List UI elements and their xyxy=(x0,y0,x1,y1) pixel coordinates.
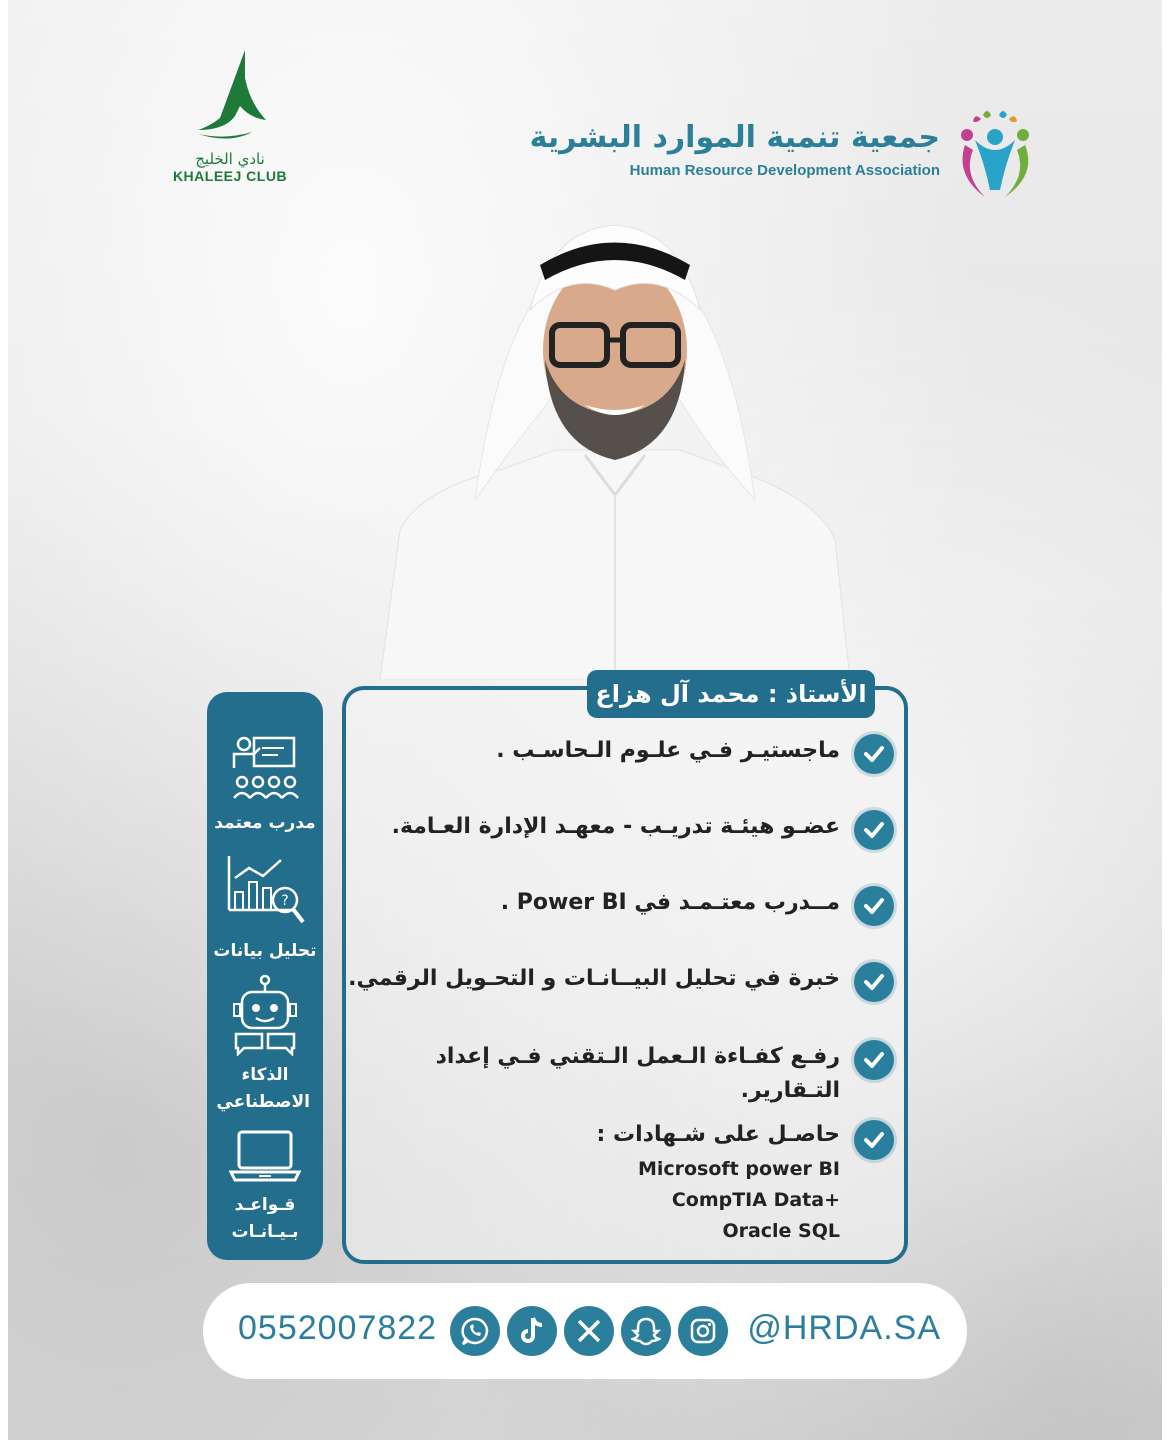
check-icon xyxy=(854,886,894,926)
instagram-icon[interactable] xyxy=(678,1306,728,1356)
tiktok-icon[interactable] xyxy=(507,1306,557,1356)
certificate-item: Oracle SQL xyxy=(722,1220,840,1242)
hrda-arabic-name: جمعية تنمية الموارد البشرية xyxy=(529,120,940,155)
x-icon[interactable] xyxy=(564,1306,614,1356)
qualification-item xyxy=(392,810,894,850)
qualification-text: خبرة في تحليل البيــانـات و التحـويل الرقمي. xyxy=(348,966,840,991)
skill-databases xyxy=(207,1128,323,1246)
qualification-item xyxy=(597,1120,894,1247)
snapchat-icon[interactable] xyxy=(621,1306,671,1356)
skill-trainer xyxy=(207,734,323,837)
qualification-text: رفـع كفـاءة الـعمل الـتقني فـي إعداد التـقارير. xyxy=(435,1044,840,1103)
instructor-name-tag: الأستاذ : محمد آل هزاع xyxy=(587,670,875,718)
skills-side-panel xyxy=(207,692,323,1260)
skill-ai xyxy=(207,974,323,1116)
qualification-text: مــدرب معتـمـد في Power BI . xyxy=(500,890,840,915)
check-icon xyxy=(854,810,894,850)
qualification-item xyxy=(410,1040,894,1108)
khaleej-arabic-name: نادي الخليج xyxy=(195,150,265,168)
data-analysis-icon xyxy=(223,852,307,928)
check-icon xyxy=(854,962,894,1002)
qualification-item xyxy=(348,962,894,1002)
skill-label: قـواعـد بـيـانـات xyxy=(231,1195,299,1242)
khaleej-sail-icon xyxy=(190,48,270,148)
certificate-item: Microsoft power BI xyxy=(637,1158,840,1180)
svg-text:?: ? xyxy=(281,893,289,909)
check-icon xyxy=(854,734,894,774)
whatsapp-icon[interactable] xyxy=(450,1306,500,1356)
frame-right xyxy=(1162,0,1170,1440)
skill-label: الذكاء الاصطناعي xyxy=(216,1065,310,1112)
hrda-logo xyxy=(529,100,1055,210)
certificates-heading: حاصـل على شـهادات : xyxy=(596,1122,840,1147)
hrda-people-icon xyxy=(945,105,1045,205)
certificates-list xyxy=(597,1154,840,1247)
khaleej-english-name: KHALEEJ CLUB xyxy=(172,168,288,184)
skill-label: مدرب معتمد xyxy=(214,813,316,833)
contact-footer xyxy=(203,1283,967,1379)
qualification-item xyxy=(501,886,894,926)
instructor-portrait xyxy=(380,200,850,680)
qualification-text: ماجستيـر فـي علـوم الـحاسـب . xyxy=(496,738,840,763)
social-handle[interactable]: @HRDA.SA xyxy=(747,1309,941,1347)
skill-data-analysis xyxy=(207,852,323,965)
laptop-icon xyxy=(229,1128,301,1184)
hrda-english-name: Human Resource Development Association xyxy=(629,162,940,179)
qualifications-card xyxy=(342,686,908,1264)
skill-label: تحليل بيانات xyxy=(213,941,317,961)
frame-left xyxy=(0,0,8,1440)
khaleej-club-logo xyxy=(170,48,290,208)
certificate-item: CompTIA Data+ xyxy=(671,1189,840,1211)
certificates-block xyxy=(597,1120,840,1247)
qualification-item xyxy=(496,734,894,774)
check-icon xyxy=(854,1040,894,1080)
check-icon xyxy=(854,1120,894,1160)
trainer-icon xyxy=(230,734,300,800)
phone-number[interactable]: 0552007822 xyxy=(238,1309,438,1347)
qualification-text: عضـو هيئـة تدريـب - معهـد الإدارة العـامة. xyxy=(391,814,840,839)
robot-icon xyxy=(230,974,300,1056)
